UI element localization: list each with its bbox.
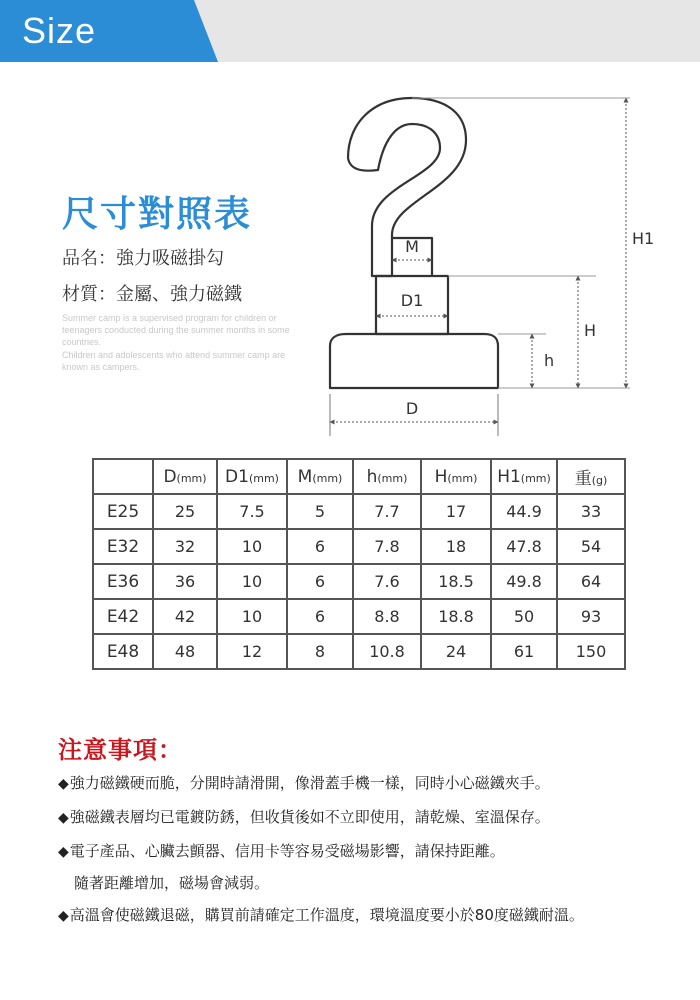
table-row [93, 564, 625, 599]
size-table [92, 458, 626, 670]
filler-text-2: Children and adolescents who attend summer camp are known as campers. [62, 350, 286, 372]
H1-cell: 50 [491, 599, 557, 634]
d1-cell: 10 [217, 564, 287, 599]
weight-cell: 150 [557, 634, 625, 669]
notes-title: 注意事項： [58, 736, 183, 764]
weight-cell: 54 [557, 529, 625, 564]
corner-cell [93, 459, 153, 494]
note-continuation: 隨著距離增加，磁場會減弱。 [74, 874, 270, 892]
d1-cell: 7.5 [217, 494, 287, 529]
d1-cell: 12 [217, 634, 287, 669]
diamond-bullet-icon: ◆ [58, 776, 69, 792]
weight-cell: 33 [557, 494, 625, 529]
model-cell: E32 [93, 529, 153, 564]
table-row [93, 634, 625, 669]
table-header-row [93, 459, 625, 494]
m-label: M [405, 237, 419, 256]
header-d: D(mm) [153, 459, 217, 494]
d1-cell: 10 [217, 529, 287, 564]
h-cell: 10.8 [353, 634, 421, 669]
h-cell: 7.7 [353, 494, 421, 529]
m-cell: 6 [287, 564, 353, 599]
hook-diagram [0, 0, 700, 450]
note-item: ◆強磁鐵表層均已電鍍防銹，但收貨後如不立即使用，請乾燥、室溫保存。 [58, 808, 550, 826]
model-cell: E25 [93, 494, 153, 529]
d-cell: 48 [153, 634, 217, 669]
header-h: h(mm) [353, 459, 421, 494]
weight-cell: 93 [557, 599, 625, 634]
m-cell: 6 [287, 599, 353, 634]
m-cell: 5 [287, 494, 353, 529]
note-item: ◆高溫會使磁鐵退磁，購買前請確定工作溫度，環境溫度要小於80度磁鐵耐溫。 [58, 906, 584, 924]
weight-cell: 64 [557, 564, 625, 599]
header-H1: H1(mm) [491, 459, 557, 494]
h-cell: 7.8 [353, 529, 421, 564]
H1-cell: 44.9 [491, 494, 557, 529]
d1-label: D1 [400, 291, 424, 310]
d-cell: 32 [153, 529, 217, 564]
H-cell: 24 [421, 634, 491, 669]
H1-cell: 49.8 [491, 564, 557, 599]
d-label: D [405, 399, 419, 418]
model-cell: E36 [93, 564, 153, 599]
diamond-bullet-icon: ◆ [58, 810, 69, 826]
H-cell: 17 [421, 494, 491, 529]
header-d1: D1(mm) [217, 459, 287, 494]
note-item: ◆強力磁鐵硬而脆，分開時請滑開，像滑蓋手機一樣，同時小心磁鐵夾手。 [58, 774, 550, 792]
note-item: ◆電子產品、心臟去顫器、信用卡等容易受磁場影響，請保持距離。 [58, 842, 505, 860]
m-cell: 6 [287, 529, 353, 564]
H1-label: H1 [632, 229, 655, 248]
H-cell: 18 [421, 529, 491, 564]
d-cell: 42 [153, 599, 217, 634]
h-cell: 7.6 [353, 564, 421, 599]
d-cell: 36 [153, 564, 217, 599]
d-cell: 25 [153, 494, 217, 529]
header-H: H(mm) [421, 459, 491, 494]
page-title: Size [22, 10, 97, 51]
diamond-bullet-icon: ◆ [58, 844, 69, 860]
header-m: M(mm) [287, 459, 353, 494]
h-label: h [544, 351, 555, 370]
h-cell: 8.8 [353, 599, 421, 634]
header-weight: 重(g) [557, 459, 625, 494]
table-row [93, 599, 625, 634]
H-label: H [584, 321, 597, 340]
table-row [93, 494, 625, 529]
m-cell: 8 [287, 634, 353, 669]
model-cell: E42 [93, 599, 153, 634]
H-cell: 18.5 [421, 564, 491, 599]
H1-cell: 61 [491, 634, 557, 669]
filler-text-1: Summer camp is a supervised program for children or teenagers conducted during the summer months in some countries. [62, 313, 290, 347]
product-material: 材質：金屬、強力磁鐵 [62, 284, 242, 305]
size-chart-title: 尺寸對照表 [62, 194, 253, 235]
product-name: 品名：強力吸磁掛勾 [62, 248, 224, 269]
diamond-bullet-icon: ◆ [58, 908, 69, 924]
H-cell: 18.8 [421, 599, 491, 634]
d1-cell: 10 [217, 599, 287, 634]
model-cell: E48 [93, 634, 153, 669]
H1-cell: 47.8 [491, 529, 557, 564]
table-row [93, 529, 625, 564]
